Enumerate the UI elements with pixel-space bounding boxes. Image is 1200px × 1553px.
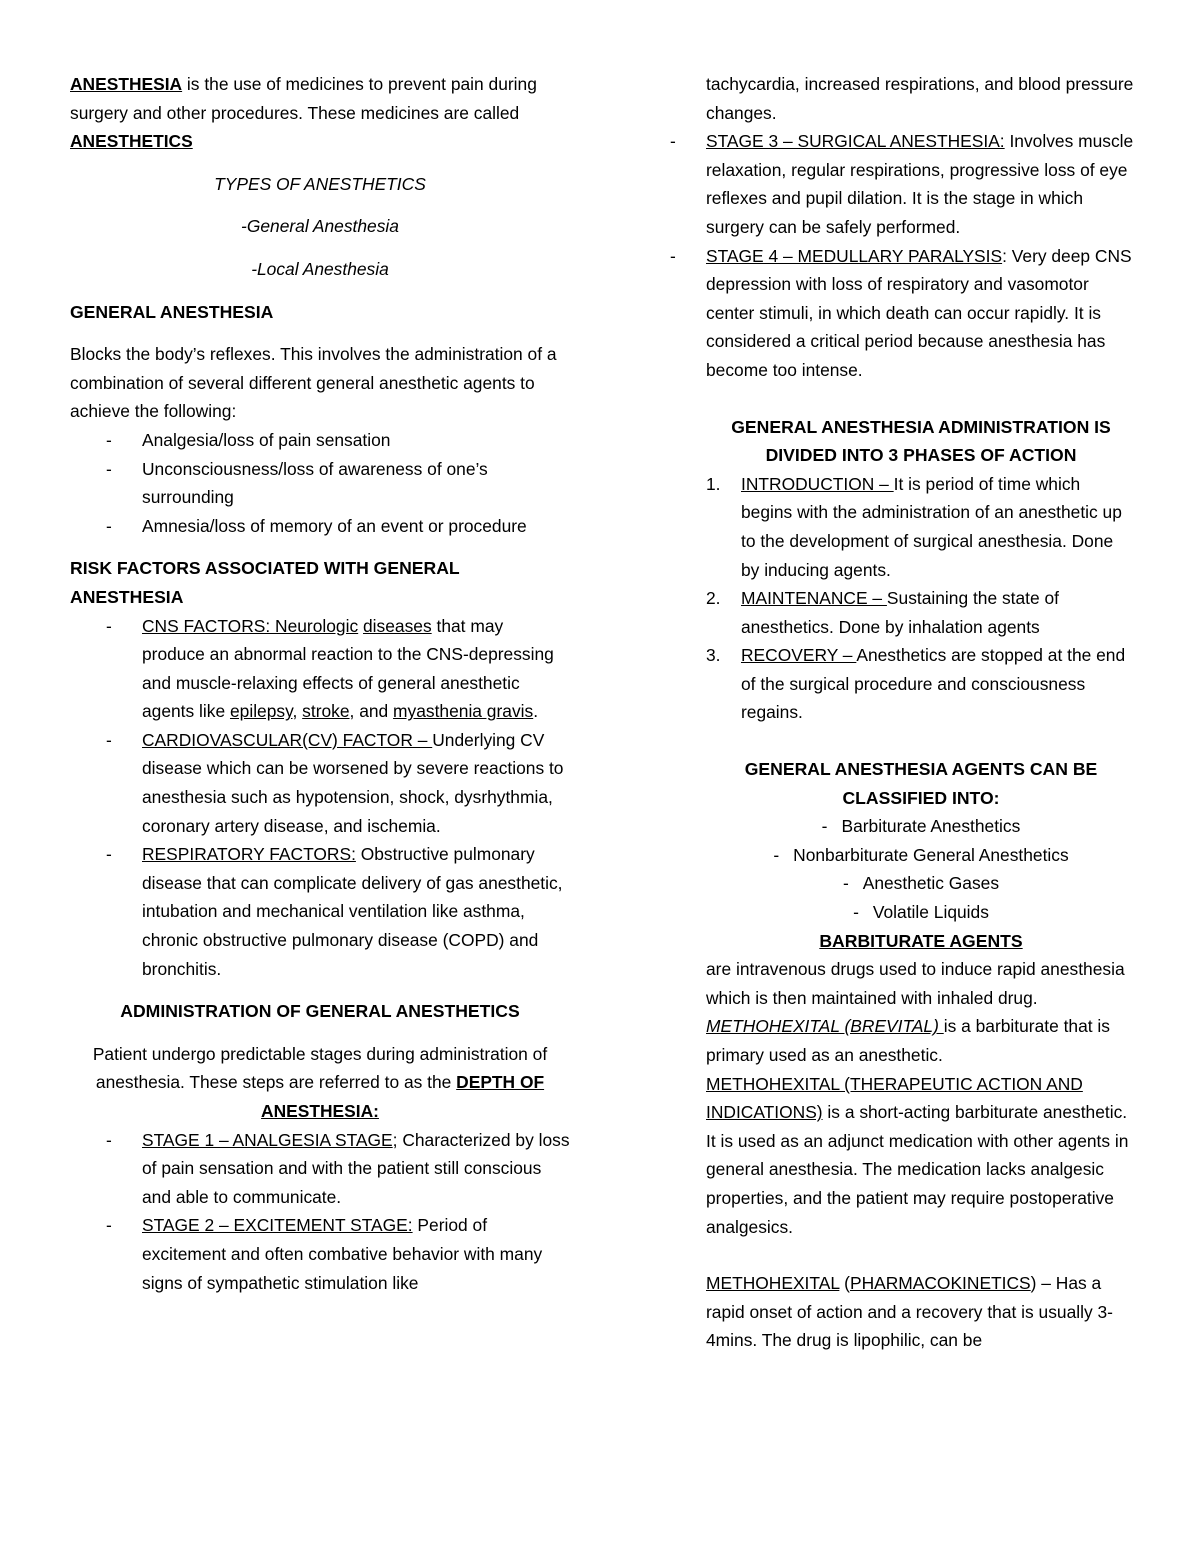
methohexital-label: METHOHEXITAL bbox=[706, 1273, 840, 1294]
list-item: - Analgesia/loss of pain sensation bbox=[70, 426, 570, 455]
methohexital-brevital-text: is a barbiturate that is primary used as an anesthetic. bbox=[706, 1016, 1110, 1065]
stage-2-label: STAGE 2 – EXCITEMENT STAGE: bbox=[142, 1215, 413, 1236]
risk-resp bbox=[70, 840, 570, 983]
dash: - bbox=[842, 873, 849, 894]
term-anesthesia: ANESTHESIA bbox=[70, 74, 183, 94]
risk-cns-mg: myasthenia gravis bbox=[393, 701, 534, 722]
risk-cns-label: CNS FACTORS: Neurologic bbox=[142, 615, 359, 636]
intro-text: is the use of medicines to prevent pain during surgery and other procedures. These medicines are called bbox=[70, 74, 537, 123]
barbiturate-heading: BARBITURATE AGENTS bbox=[819, 930, 1023, 951]
dash: - bbox=[821, 816, 828, 837]
methohexital-therapeutic-label: METHOHEXITAL (THERAPEUTIC ACTION AND INDICATIONS) bbox=[706, 1073, 1083, 1123]
stage-4 bbox=[706, 242, 1136, 385]
phase-label: MAINTENANCE – bbox=[741, 588, 887, 609]
stage-3 bbox=[706, 127, 1136, 241]
period: . bbox=[533, 701, 539, 722]
class-label: Nonbarbiturate General Anesthetics bbox=[793, 844, 1069, 865]
stages-list bbox=[70, 1126, 570, 1298]
phase-text: Anesthetics are stopped at the end of the surgical procedure and consciousness regains. bbox=[741, 645, 1126, 723]
risk-cns-epilepsy: epilepsy bbox=[229, 701, 293, 722]
phase-label: RECOVERY – bbox=[741, 645, 857, 666]
left-column bbox=[70, 70, 570, 1297]
phase-item bbox=[706, 641, 1136, 727]
dash: - bbox=[773, 844, 780, 865]
methohexital-therapeutic bbox=[706, 1070, 1136, 1242]
stage-1-text: ; Characterized by loss of pain sensation and with the patient still conscious and able to communicate. bbox=[142, 1129, 570, 1207]
phase-label: INTRODUCTION – bbox=[741, 473, 894, 494]
stage-4-text: : Very deep CNS depression with loss of respiratory and vasomotor center stimuli, in which death can occur rapidly. It is considered a critical period because anesthesia has become too intense. bbox=[706, 245, 1132, 380]
stage-3-label: STAGE 3 – SURGICAL ANESTHESIA: bbox=[706, 131, 1005, 152]
comma: , bbox=[292, 701, 303, 722]
list-item bbox=[706, 812, 1136, 841]
list-item bbox=[706, 898, 1136, 927]
risk-cns bbox=[70, 612, 570, 726]
stages-list-cont bbox=[706, 127, 1136, 384]
phase-number: 2. bbox=[706, 588, 721, 609]
stage-1 bbox=[70, 1126, 570, 1212]
right-column bbox=[706, 70, 1136, 1355]
goals-list bbox=[70, 426, 570, 540]
phase-item bbox=[706, 584, 1136, 641]
phase-text: Sustaining the state of anesthetics. Done by inhalation agents bbox=[741, 588, 1060, 637]
general-anesthesia-text: Blocks the body’s reflexes. This involves the administration of a combination of several different general anesthetic agents to achieve the following: bbox=[70, 344, 557, 422]
class-label: Anesthetic Gases bbox=[862, 873, 1000, 894]
phase-item bbox=[706, 470, 1136, 584]
administration-heading: ADMINISTRATION OF GENERAL ANESTHETICS bbox=[120, 1001, 520, 1022]
risk-resp-text: Obstructive pulmonary disease that can complicate delivery of gas anesthetic, intubation and mechanical ventilation like asthma, chronic obstructive pulmonary disease (COPD) and bronchitis. bbox=[142, 844, 563, 979]
methohexital-pharmacokinetics: METHOHEXITAL (PHARMACOKINETICS) – Has a rapid onset of action and a recovery that is usually 3-4mins. The drug is lipophilic, can be bbox=[706, 1273, 1113, 1351]
methohexital-brevital bbox=[706, 1012, 1136, 1069]
list-item bbox=[706, 869, 1136, 898]
phases-heading: GENERAL ANESTHESIA ADMINISTRATION IS DIVIDED INTO 3 PHASES OF ACTION bbox=[731, 416, 1111, 466]
risk-resp-label: RESPIRATORY FACTORS: bbox=[142, 844, 356, 865]
risk-cns-stroke: stroke bbox=[302, 701, 350, 722]
pharmacokinetics-text: – Has a rapid onset of action and a recovery that is usually 3-4mins. The drug is lipophilic, can be bbox=[706, 1273, 1113, 1351]
depth-of-anesthesia: DEPTH OF ANESTHESIA: bbox=[261, 1072, 545, 1121]
risk-cv-text: Underlying CV disease which can be worsened by severe reactions to anesthesia such as hypotension, shock, dysrhythmia, coronary artery disease, and ischemia. bbox=[142, 729, 564, 836]
stage-2-continuation: tachycardia, increased respirations, and blood pressure changes. bbox=[706, 74, 1134, 123]
types-title: TYPES OF ANESTHETICS bbox=[214, 173, 426, 194]
stage-4-label: STAGE 4 – MEDULLARY PARALYSIS bbox=[706, 245, 1003, 266]
barbiturate-body: are intravenous drugs used to induce rapid anesthesia which is then maintained with inhaled drug. bbox=[706, 959, 1125, 1008]
risk-factors-heading: RISK FACTORS ASSOCIATED WITH GENERAL ANESTHESIA bbox=[70, 558, 460, 607]
class-label: Volatile Liquids bbox=[872, 902, 989, 923]
stage-3-text: Involves muscle relaxation, regular respirations, progressive loss of eye reflexes and pupil dilation. It is the stage in which surgery can be safely performed. bbox=[706, 131, 1134, 237]
list-item: - Unconsciousness/loss of awareness of one’s surrounding bbox=[70, 455, 570, 512]
term-anesthetics: ANESTHETICS bbox=[70, 131, 193, 152]
type-general: -General Anesthesia bbox=[241, 216, 399, 237]
risk-cv-label: CARDIOVASCULAR(CV) FACTOR – bbox=[142, 729, 433, 750]
phase-text: It is period of time which begins with the administration of an anesthetic up to the development of surgical anesthesia. Done by inducing agents. bbox=[741, 473, 1122, 580]
administration-text bbox=[70, 1040, 570, 1126]
and-text: , and bbox=[349, 701, 394, 722]
phases-list bbox=[706, 470, 1136, 727]
stage-2 bbox=[70, 1211, 570, 1297]
methohexital-brevital-label: METHOHEXITAL (BREVITAL) bbox=[706, 1016, 944, 1037]
risk-cns-diseases: diseases bbox=[363, 615, 432, 636]
risk-cns-text: that may produce an abnormal reaction to the CNS-depressing and muscle-relaxing effects of general anesthetic agents like bbox=[142, 615, 554, 722]
general-anesthesia-heading: GENERAL ANESTHESIA bbox=[70, 301, 274, 322]
pharmacokinetics-label: PHARMACOKINETICS bbox=[849, 1273, 1031, 1294]
stage-2-text: Period of excitement and often combative behavior with many signs of sympathetic stimulation like bbox=[142, 1215, 543, 1293]
list-item: - Amnesia/loss of memory of an event or procedure bbox=[70, 512, 570, 541]
methohexital-therapeutic-text: is a short-acting barbiturate anesthetic. It is used as an adjunct medication with other agents in general anesthesia. The medication lacks analgesic properties, and the patient may require postoperative analgesics. bbox=[706, 1102, 1129, 1237]
dash: - bbox=[853, 902, 859, 923]
list-item bbox=[706, 841, 1136, 870]
risk-factors-list bbox=[70, 612, 570, 984]
phase-number: 3. bbox=[706, 645, 721, 666]
phase-number: 1. bbox=[706, 473, 721, 494]
intro-paragraph bbox=[70, 70, 570, 156]
administration-body: Patient undergo predictable stages during administration of anesthesia. These steps are referred to as the bbox=[92, 1043, 548, 1093]
classes-list bbox=[706, 812, 1136, 926]
stage-1-label: STAGE 1 – ANALGESIA STAGE bbox=[142, 1129, 393, 1150]
barbiturate-text bbox=[706, 955, 1136, 1012]
risk-cv bbox=[70, 726, 570, 840]
classified-heading: GENERAL ANESTHESIA AGENTS CAN BE CLASSIFIED INTO: bbox=[744, 759, 1098, 808]
class-label: Barbiturate Anesthetics bbox=[841, 816, 1021, 837]
type-local: -Local Anesthesia bbox=[251, 258, 389, 279]
